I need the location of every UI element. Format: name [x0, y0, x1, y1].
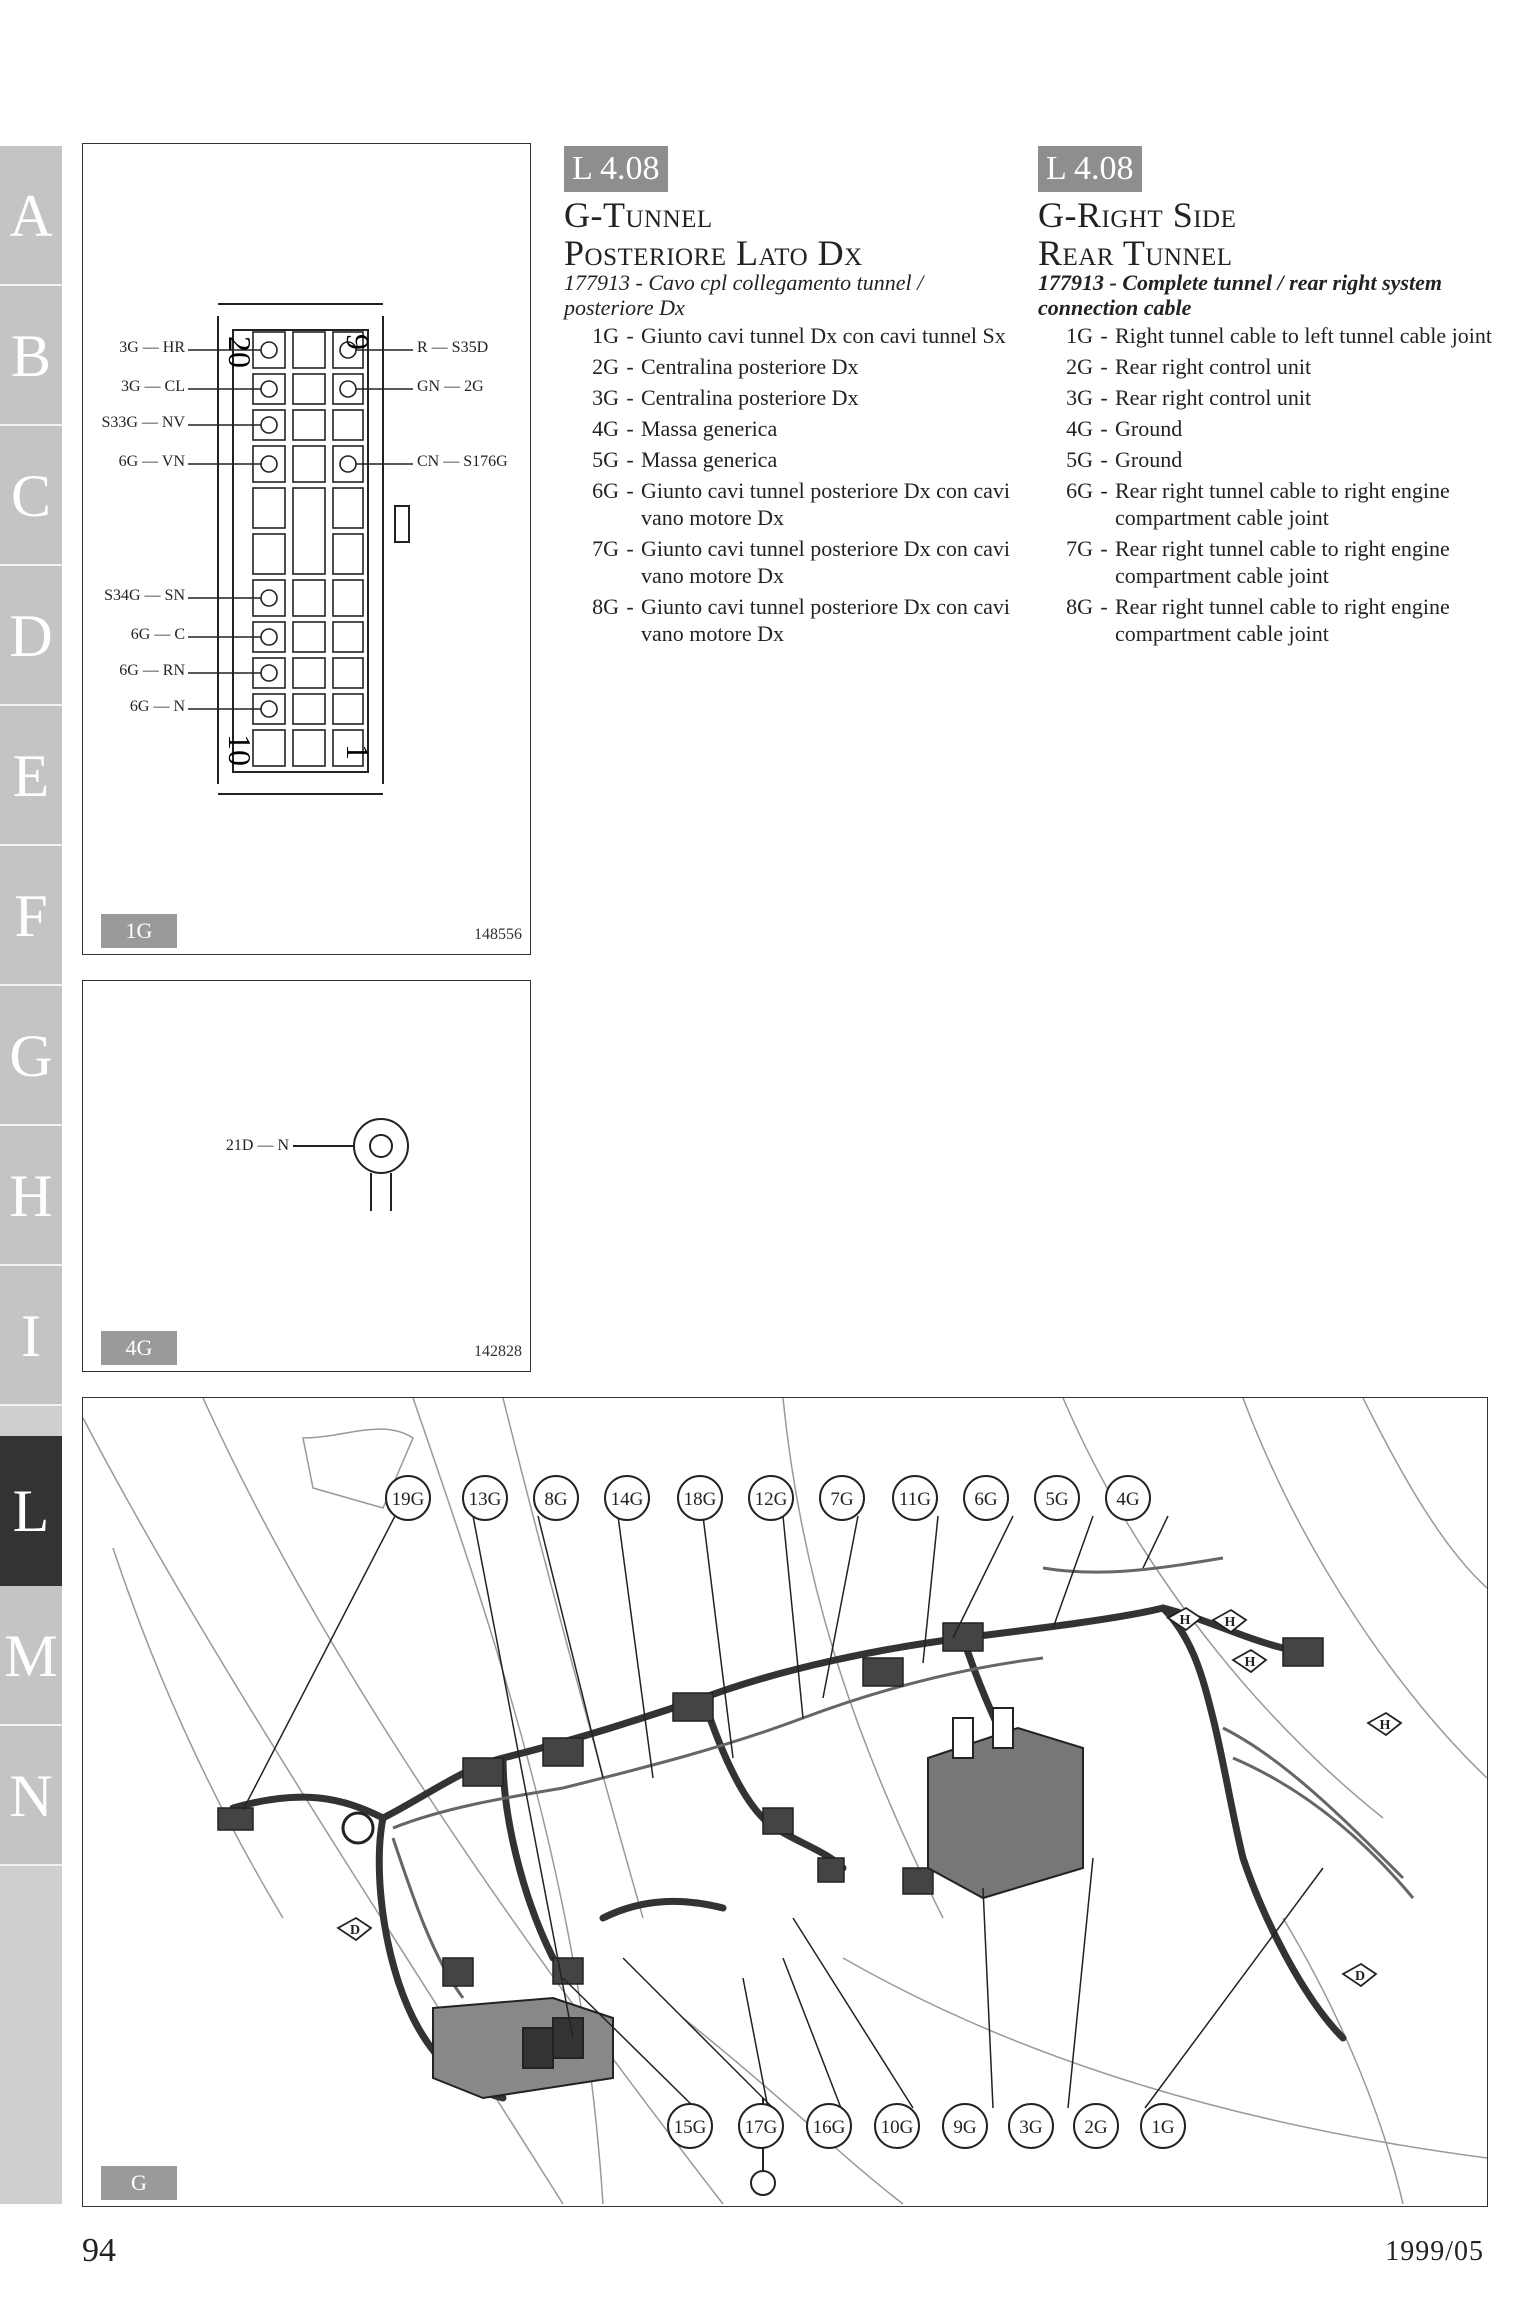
connector-body-caps — [218, 304, 383, 794]
wire-label-6g-rn: 6G — RN — [119, 662, 185, 679]
section-badge-en: L 4.08 — [1038, 146, 1142, 192]
callout-label-7g: 7G — [830, 1489, 854, 1510]
list-item: 8G - Rear right tunnel cable to right engine compartment cable joint — [1066, 594, 1450, 646]
callout-label-13g: 13G — [468, 1489, 502, 1510]
title-en-line1: G-Right Side — [1038, 195, 1237, 235]
page-number: 94 — [82, 2232, 116, 2269]
thumb-tab-c[interactable]: C — [0, 426, 62, 566]
thumb-index — [0, 146, 62, 2204]
callout-label-5g: 5G — [1045, 1489, 1069, 1510]
section-badge-it: L 4.08 — [564, 146, 668, 192]
list-item: 8G - Giunto cavi tunnel posteriore Dx con cavi vano motore Dx — [592, 594, 1011, 646]
thumb-tab-a[interactable]: A — [0, 146, 62, 286]
body-outline-lines — [83, 1398, 1487, 2204]
ref-marker-label-d-2: D — [1354, 1969, 1366, 1984]
callout-label-16g: 16G — [812, 2117, 846, 2138]
ref-marker-label-h-3: H — [1244, 1655, 1256, 1670]
title-en-line2: Rear Tunnel — [1038, 233, 1233, 273]
callout-label-18g: 18G — [683, 1489, 717, 1510]
callout-label-12g: 12G — [754, 1489, 788, 1510]
wire-label-r-s35d: R — S35D — [417, 339, 489, 356]
pin-number-9: 9 — [340, 334, 376, 350]
callout-label-19g: 19G — [391, 1489, 425, 1510]
connector-4g-frame — [82, 980, 531, 1372]
wire-label-gn-2g: GN — 2G — [417, 378, 484, 395]
thumb-tab-d[interactable]: D — [0, 566, 62, 706]
list-item: 4G - Ground — [1066, 416, 1183, 441]
wire-label-3g-hr: 3G — HR — [119, 339, 185, 356]
ring-terminal-drawing — [83, 981, 530, 1371]
callout-label-2g: 2G — [1084, 2117, 1108, 2138]
thumb-tab-g[interactable]: G — [0, 986, 62, 1126]
ref-marker-label-h-1: H — [1179, 1613, 1191, 1628]
list-item: 7G - Rear right tunnel cable to right engine compartment cable joint — [1066, 536, 1450, 588]
frame-tag-g: G — [101, 2166, 177, 2200]
connector-body-sides — [218, 316, 383, 784]
list-item: 2G - Rear right control unit — [1066, 354, 1312, 379]
item-list-it — [564, 322, 1014, 651]
thumb-tab-e[interactable]: E — [0, 706, 62, 846]
title-it-line2: Posteriore Lato Dx — [564, 233, 863, 273]
ring-loop — [343, 1813, 373, 1843]
list-item: 5G - Ground — [1066, 447, 1183, 472]
ref-marker-label-h-4: H — [1379, 1718, 1391, 1733]
subtitle-en: 177913 - Complete tunnel / rear right system connection cable — [1038, 270, 1442, 320]
list-item: 6G - Rear right tunnel cable to right engine compartment cable joint — [1066, 478, 1450, 530]
pin-number-20: 20 — [222, 336, 258, 368]
connector-1g-drawing — [83, 144, 530, 954]
callout-label-15g: 15G — [673, 2117, 707, 2138]
ring-terminal-hole — [370, 1135, 392, 1157]
list-item: 3G - Rear right control unit — [1066, 385, 1312, 410]
wire-label-3g-cl: 3G — CL — [121, 378, 185, 395]
list-item: 4G - Massa generica — [592, 416, 778, 441]
thumb-tab-i[interactable]: I — [0, 1266, 62, 1406]
frame-code-4g: 142828 — [474, 1343, 522, 1360]
page-date: 1999/05 — [1385, 2236, 1484, 2267]
callout-label-9g: 9G — [953, 2117, 977, 2138]
list-item: 2G - Centralina posteriore Dx — [592, 354, 859, 379]
wire-label-6g-vn: 6G — VN — [118, 453, 185, 470]
thumb-tab-n[interactable]: N — [0, 1726, 62, 1866]
thumb-tab-h[interactable]: H — [0, 1126, 62, 1266]
ref-marker-label-h-2: H — [1224, 1615, 1236, 1630]
callout-label-10g: 10G — [880, 2117, 914, 2138]
item-list-en — [1038, 322, 1493, 651]
callout-label-17g: 17G — [744, 2117, 778, 2138]
callout-label-1g: 1G — [1151, 2117, 1175, 2138]
thumb-tab-m[interactable]: M — [0, 1586, 62, 1726]
callout-label-6g: 6G — [974, 1489, 998, 1510]
list-item: 3G - Centralina posteriore Dx — [592, 385, 859, 410]
wire-label-s34g-sn: S34G — SN — [104, 587, 185, 604]
wire-label-6g-c: 6G — C — [130, 626, 185, 643]
list-item: 1G - Right tunnel cable to left tunnel cable joint — [1066, 323, 1492, 348]
title-it-line1: G-Tunnel — [564, 195, 713, 235]
list-item: 7G - Giunto cavi tunnel posteriore Dx con cavi vano motore Dx — [592, 536, 1011, 588]
ring-terminal-outer — [354, 1119, 408, 1173]
thumb-tab-b[interactable]: B — [0, 286, 62, 426]
wired-pin-markers — [261, 342, 356, 717]
pin-number-1: 1 — [340, 744, 376, 760]
control-unit-box — [928, 1708, 1083, 1898]
list-item: 6G - Giunto cavi tunnel posteriore Dx con cavi vano motore Dx — [592, 478, 1011, 530]
wire-label-6g-n: 6G — N — [129, 698, 185, 715]
callout-label-11g: 11G — [898, 1489, 932, 1510]
thumb-tab-l-active[interactable]: L — [0, 1436, 62, 1586]
wire-label-21d-n: 21D — N — [225, 1137, 289, 1154]
ref-marker-label-d-1: D — [349, 1923, 361, 1938]
bottom-callout-leaders — [563, 1858, 1323, 2108]
wire-label-cn-s176g: CN — S176G — [417, 453, 508, 470]
callout-label-8g: 8G — [544, 1489, 568, 1510]
callout-label-4g: 4G — [1116, 1489, 1140, 1510]
ring-terminal-crimp — [371, 1173, 391, 1211]
subtitle-it: 177913 - Cavo cpl collegamento tunnel / posteriore Dx — [564, 270, 924, 320]
callout-label-3g: 3G — [1019, 2117, 1043, 2138]
pin-number-10: 10 — [222, 734, 258, 766]
thumb-tab-f[interactable]: F — [0, 846, 62, 986]
harness-drawing — [83, 1398, 1487, 2206]
callout-label-14g: 14G — [610, 1489, 644, 1510]
harness-diagram-frame — [82, 1397, 1488, 2207]
list-item: 1G - Giunto cavi tunnel Dx con cavi tunnel Sx — [592, 323, 1006, 348]
harness-secondary — [393, 1558, 1413, 1998]
list-item: 5G - Massa generica — [592, 447, 778, 472]
frame-code-1g: 148556 — [474, 926, 522, 943]
connector-1g-frame — [82, 143, 531, 955]
frame-tag-4g: 4G — [101, 1331, 177, 1365]
frame-tag-1g: 1G — [101, 914, 177, 948]
wire-label-s33g-nv: S33G — NV — [101, 414, 185, 431]
connector-latch — [395, 506, 409, 542]
mounting-bracket — [433, 1998, 613, 2098]
